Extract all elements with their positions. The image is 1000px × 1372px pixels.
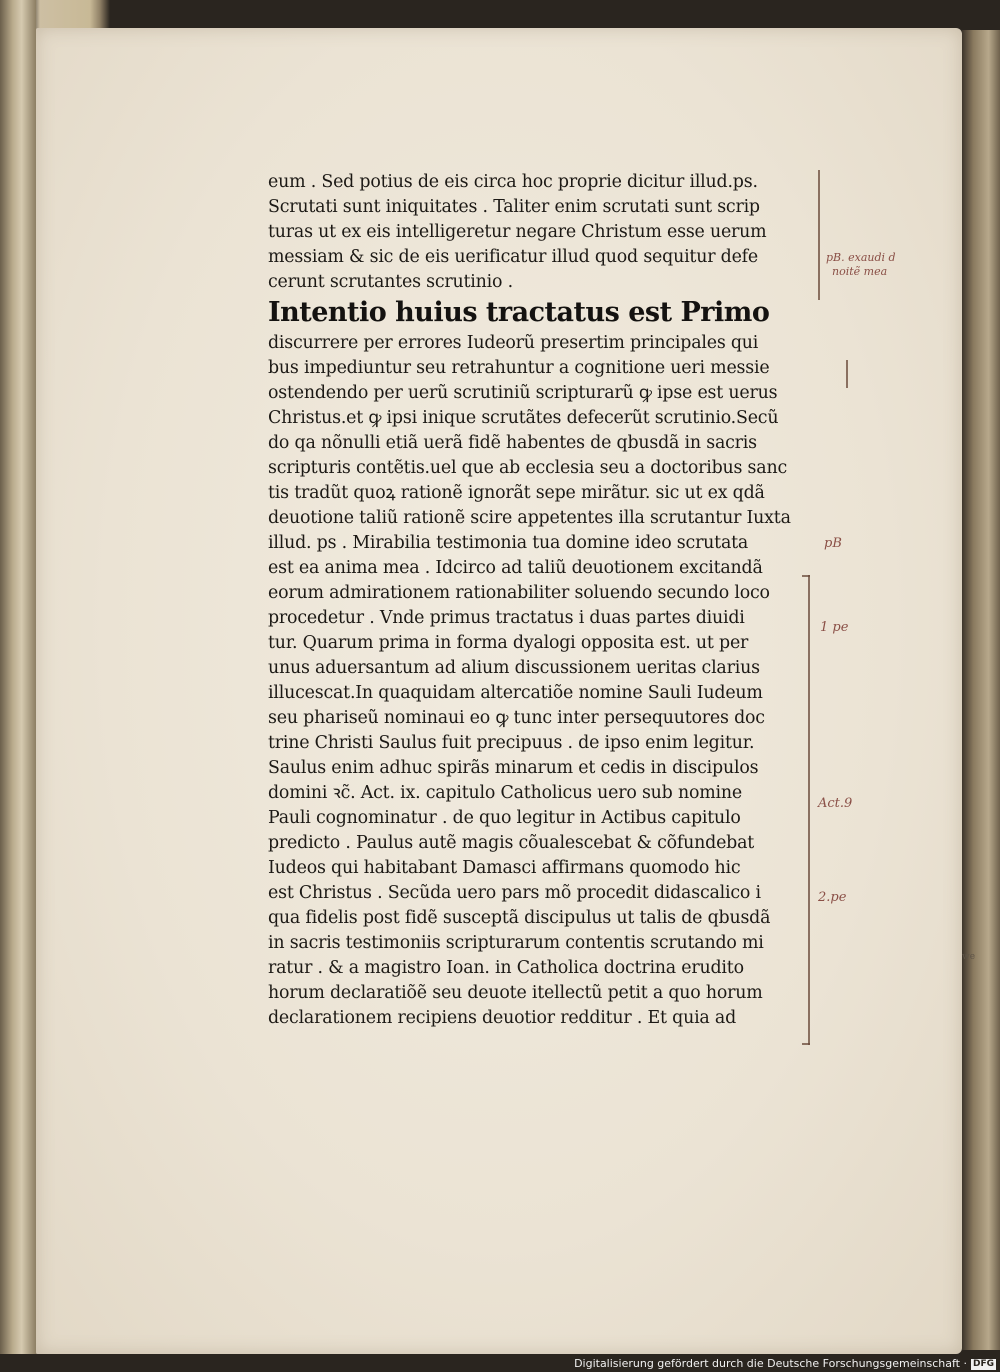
- edge-note: we: [962, 952, 976, 962]
- body-line: est ea anima mea . Idcirco ad taliũ deuotionem excitandã: [268, 558, 763, 578]
- funding-footer: [574, 1356, 996, 1372]
- body-line: tis tradũt quoꝝ rationẽ ignorãt sepe mirãtur. sic ut ex qdã: [268, 483, 765, 503]
- book-binding-right: [962, 30, 1000, 1350]
- body-line: declarationem recipiens deuotior redditur . Et quia ad: [268, 1008, 737, 1028]
- section-heading: Intentio huius tractatus est Primo: [268, 297, 770, 328]
- marginal-note: 1 pe: [820, 620, 849, 635]
- body-line: tur. Quarum prima in forma dyalogi opposita est. ut per: [268, 633, 749, 653]
- marginal-note: pB. exaudi d: [826, 251, 896, 264]
- body-line: ratur . & a magistro Ioan. in Catholica doctrina erudito: [268, 958, 744, 978]
- book-binding-left: [0, 0, 36, 1372]
- body-line: deuotione taliũ rationẽ scire appetentes illa scrutantur Iuxta: [268, 508, 791, 528]
- margin-bracket: [846, 360, 848, 388]
- funding-footer-text: Digitalisierung gefördert durch die Deutsche Forschungsgemeinschaft ·: [574, 1357, 967, 1370]
- body-line: Christus.et ꝙ ipsi inique scrutãtes defecerũt scrutinio.Secũ: [268, 408, 779, 428]
- body-line: illucescat.In quaquidam altercatiõe nomine Sauli Iudeum: [268, 683, 763, 703]
- body-line: qua fidelis post fidẽ susceptã discipulus ut talis de qbusdã: [268, 908, 771, 928]
- body-line: horum declaratiõẽ seu deuote itellectũ petit a quo horum: [268, 983, 763, 1003]
- body-line: ostendendo per uerũ scrutiniũ scripturarũ ꝙ ipse est uerus: [268, 383, 778, 403]
- printed-text-block: [268, 170, 828, 1031]
- body-line: Iudeos qui habitabant Damasci affirmans quomodo hic: [268, 858, 741, 878]
- body-line: procedetur . Vnde primus tractatus i duas partes diuidi: [268, 608, 745, 628]
- text-line: cerunt scrutantes scrutinio .: [268, 272, 513, 292]
- body-line: seu phariseũ nominaui eo ꝙ tunc inter persequutores doc: [268, 708, 765, 728]
- marginal-note: Act.9: [818, 796, 853, 811]
- body-line: trine Christi Saulus fuit precipuus . de ipso enim legitur.: [268, 733, 755, 753]
- body-line: discurrere per errores Iudeorũ presertim principales qui: [268, 333, 759, 353]
- marginal-note: 2.pe: [818, 890, 847, 905]
- body-line: domini ꝛc̃. Act. ix. capitulo Catholicus uero sub nomine: [268, 783, 742, 803]
- body-line: scripturis contẽtis.uel que ab ecclesia seu a doctoribus sanc: [268, 458, 787, 478]
- body-line: illud. ps . Mirabilia testimonia tua domine ideo scrutata: [268, 533, 749, 553]
- margin-bracket: [818, 170, 820, 300]
- body-line: bus impediuntur seu retrahuntur a cognitione ueri messie: [268, 358, 770, 378]
- marginal-note: noitẽ mea: [832, 265, 888, 278]
- body-line: predicto . Paulus autẽ magis cõualescebat & cõfundebat: [268, 833, 755, 853]
- margin-bracket: [808, 575, 810, 1045]
- body-line: est Christus . Secũda uero pars mõ procedit didascalico i: [268, 883, 761, 903]
- body-line: in sacris testimoniis scripturarum contentis scrutando mi: [268, 933, 764, 953]
- body-line: Pauli cognominatur . de quo legitur in Actibus capitulo: [268, 808, 741, 828]
- text-line: eum . Sed potius de eis circa hoc proprie dicitur illud.ps.: [268, 172, 758, 192]
- marginal-note: pB: [824, 536, 842, 551]
- margin-bracket-tick: [802, 1043, 810, 1045]
- text-line: messiam & sic de eis uerificatur illud quod sequitur defe: [268, 247, 759, 267]
- body-line: Saulus enim adhuc spirãs minarum et cedis in discipulos: [268, 758, 759, 778]
- margin-bracket-tick: [802, 575, 810, 577]
- body-line: eorum admirationem rationabiliter soluendo secundo loco: [268, 583, 770, 603]
- dfg-logo: DFG: [972, 1359, 994, 1369]
- text-line: turas ut ex eis intelligeretur negare Christum esse uerum: [268, 222, 767, 242]
- body-line: do qa nõnulli etiã uerã fidẽ habentes de qbusdã in sacris: [268, 433, 757, 453]
- text-line: Scrutati sunt iniquitates . Taliter enim scrutati sunt scrip: [268, 197, 760, 217]
- body-line: unus aduersantum ad alium discussionem ueritas clarius: [268, 658, 760, 678]
